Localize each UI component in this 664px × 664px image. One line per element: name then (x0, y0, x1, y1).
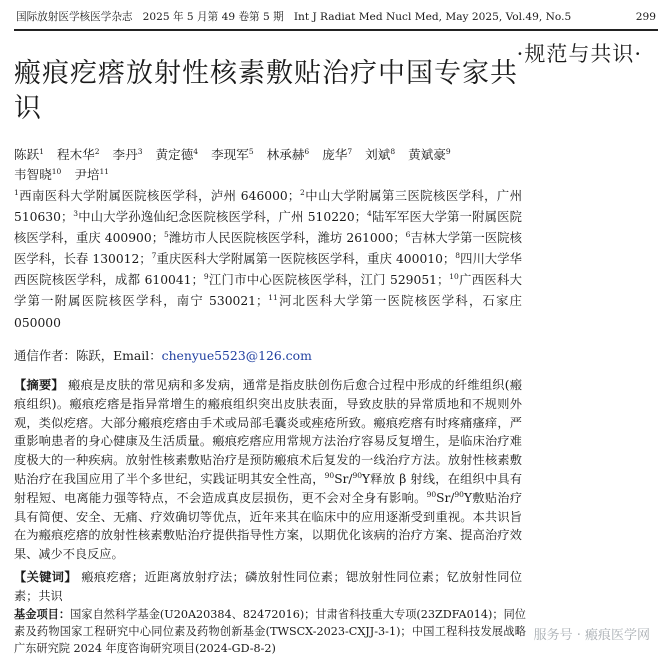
author: 李现军$^5$ (211, 146, 254, 162)
email-link[interactable]: chenyue5523@126.com (161, 348, 312, 363)
author: 程木华$^2$ (56, 146, 100, 162)
affiliation: 广西医科大学第一附属医院核医学科，南宁 530021； (14, 273, 522, 309)
affiliation: 河北医科大学第一医院核医学科，石家庄 050000 (14, 294, 522, 330)
page-number: 299 (635, 11, 656, 23)
watermark: 服务号 · 瘢痕医学网 (533, 628, 650, 643)
keywords (14, 568, 522, 606)
author-list (14, 145, 534, 185)
keywords-text: 瘢痕疙瘩；近距离放射疗法；磷放射性同位素；锶放射性同位素；钇放射性同位素；共识 (14, 570, 523, 603)
funding-text: 国家自然科学基金(U20A20384、82472016)；甘肃省科技重大专项(23ZDFA014)；同位素及药物国家工程研究中心同位素及药物创新基金(TWSCX-2023-CXJJ-3-1)；中国工程科技发展战略广东研究院 2024 年度咨询研究项目(2024-GD-8-2) (14, 608, 526, 655)
author: 陈跃$^1$ (14, 146, 44, 162)
affiliation: 中山大学孙逸仙纪念医院核医学科，广州 510220； (78, 210, 367, 225)
running-header (16, 10, 656, 24)
abstract-label: 【摘要】 (14, 378, 64, 392)
column-label: ·规范与共识· (516, 42, 642, 66)
affiliations: $^1$西南医科大学附属医院核医学科，泸州 646000；$^2$中山大学附属第三医院核医学科，广州 510630；$^3$中山大学孙逸仙纪念医院核医学科，广州 510220；$^4$陆军军医大学第一附属医院核医学科，重庆 400900；$^5$潍坊市人民医院核医学科，潍坊 261000；$^6$吉林大学第一医院核医学科，长春 130012；$^7$重庆医科大学附属第一医院核医学科，重庆 400010；$^8$四川大学华西医院核医学科，成都 610041；$^9$江门市中心医院核医学科，江门 529051；$^{10}$广西医科大学第一附属医院核医学科，南宁 530021；$^{11}$河北医科大学第一医院核医学科，石家庄 050000 (14, 187, 522, 330)
affiliation: 潍坊市人民医院核医学科，潍坊 261000； (168, 231, 406, 246)
issue-info-cn: 2025 年 5 月第 49 卷第 5 期 (142, 11, 284, 23)
affiliation: 中山大学附属第三医院核医学科，广州 510630； (14, 189, 522, 225)
affiliation: 陆军军医大学第一附属医院核医学科，重庆 400900； (14, 210, 522, 246)
author: 庞华$^7$ (322, 146, 353, 162)
journal-citation-en: Int J Radiat Med Nucl Med, May 2025, Vol.49, No.5 (293, 11, 572, 23)
author: 韦智晓$^{10}$ (14, 166, 62, 182)
author: 李丹$^3$ (112, 146, 143, 162)
author: 林承赫$^6$ (266, 146, 310, 162)
author: 尹培$^{11}$ (74, 166, 110, 182)
header-rule (14, 29, 658, 31)
affiliation: 吉林大学第一医院核医学科，长春 130012； (14, 231, 522, 267)
corresponding-author (14, 346, 614, 366)
affiliation: 重庆医科大学附属第一医院核医学科，重庆 400010； (156, 252, 456, 267)
paper-title: 瘢痕疙瘩放射性核素敷贴治疗中国专家共识 (14, 58, 518, 124)
author: 刘斌$^8$ (365, 146, 396, 162)
author: 黄定德$^4$ (155, 146, 199, 162)
affiliation: 江门市中心医院核医学科，江门 529051； (208, 273, 450, 288)
author: 黄斌豪$^9$ (408, 146, 451, 162)
affiliation: 四川大学华西医院核医学科，成都 610041； (14, 252, 522, 288)
funding (14, 606, 526, 657)
abstract: 【摘要】 瘢痕是皮肤的常见病和多发病，通常是指皮肤创伤后愈合过程中形成的纤维组织(瘢痕组织)。瘢痕疙瘩是指异常增生的瘢痕组织突出皮肤表面，导致皮肤的异常质地和不规则外观，类似疙瘩。大部分瘢痕疙瘩由手术或局部毛囊炎或痤疮所致。瘢痕疙瘩有时疼痛瘙痒，严重影响患者的身心健康及生活质量。瘢痕疙瘩应用常规方法治疗容易反复增生，是临床治疗难度极大的一种疾病。放射性核素敷贴治疗是预防瘢痕术后复发的一线治疗方法。放射性核素敷贴治疗在我国应用了半个多世纪，实践证明其安全性高，$^{90}$Sr/$^{90}$Y释放 β 射线，在组织中具有射程短、电离能力强等特点，不会造成真皮层损伤，更不会对全身有影响。$^{90}$Sr/$^{90}$Y敷贴治疗具有简便、安全、无痛、疗效确切等优点，近年来其在临床中的应用逐渐受到重视。本共识旨在为瘢痕疙瘩的放射性核素敷贴治疗提供指导性方案，以期优化该病的治疗方案、提高治疗效果、减少不良反应。 (14, 378, 523, 562)
journal-name-cn: 国际放射医学核医学杂志 (16, 11, 133, 23)
keywords-label: 【关键词】 (14, 570, 78, 584)
corresponding-author-label: 通信作者：陈跃，Email： (14, 348, 162, 363)
funding-label: 基金项目： (14, 607, 71, 621)
affiliation: 西南医科大学附属医院核医学科，泸州 646000； (18, 189, 301, 203)
